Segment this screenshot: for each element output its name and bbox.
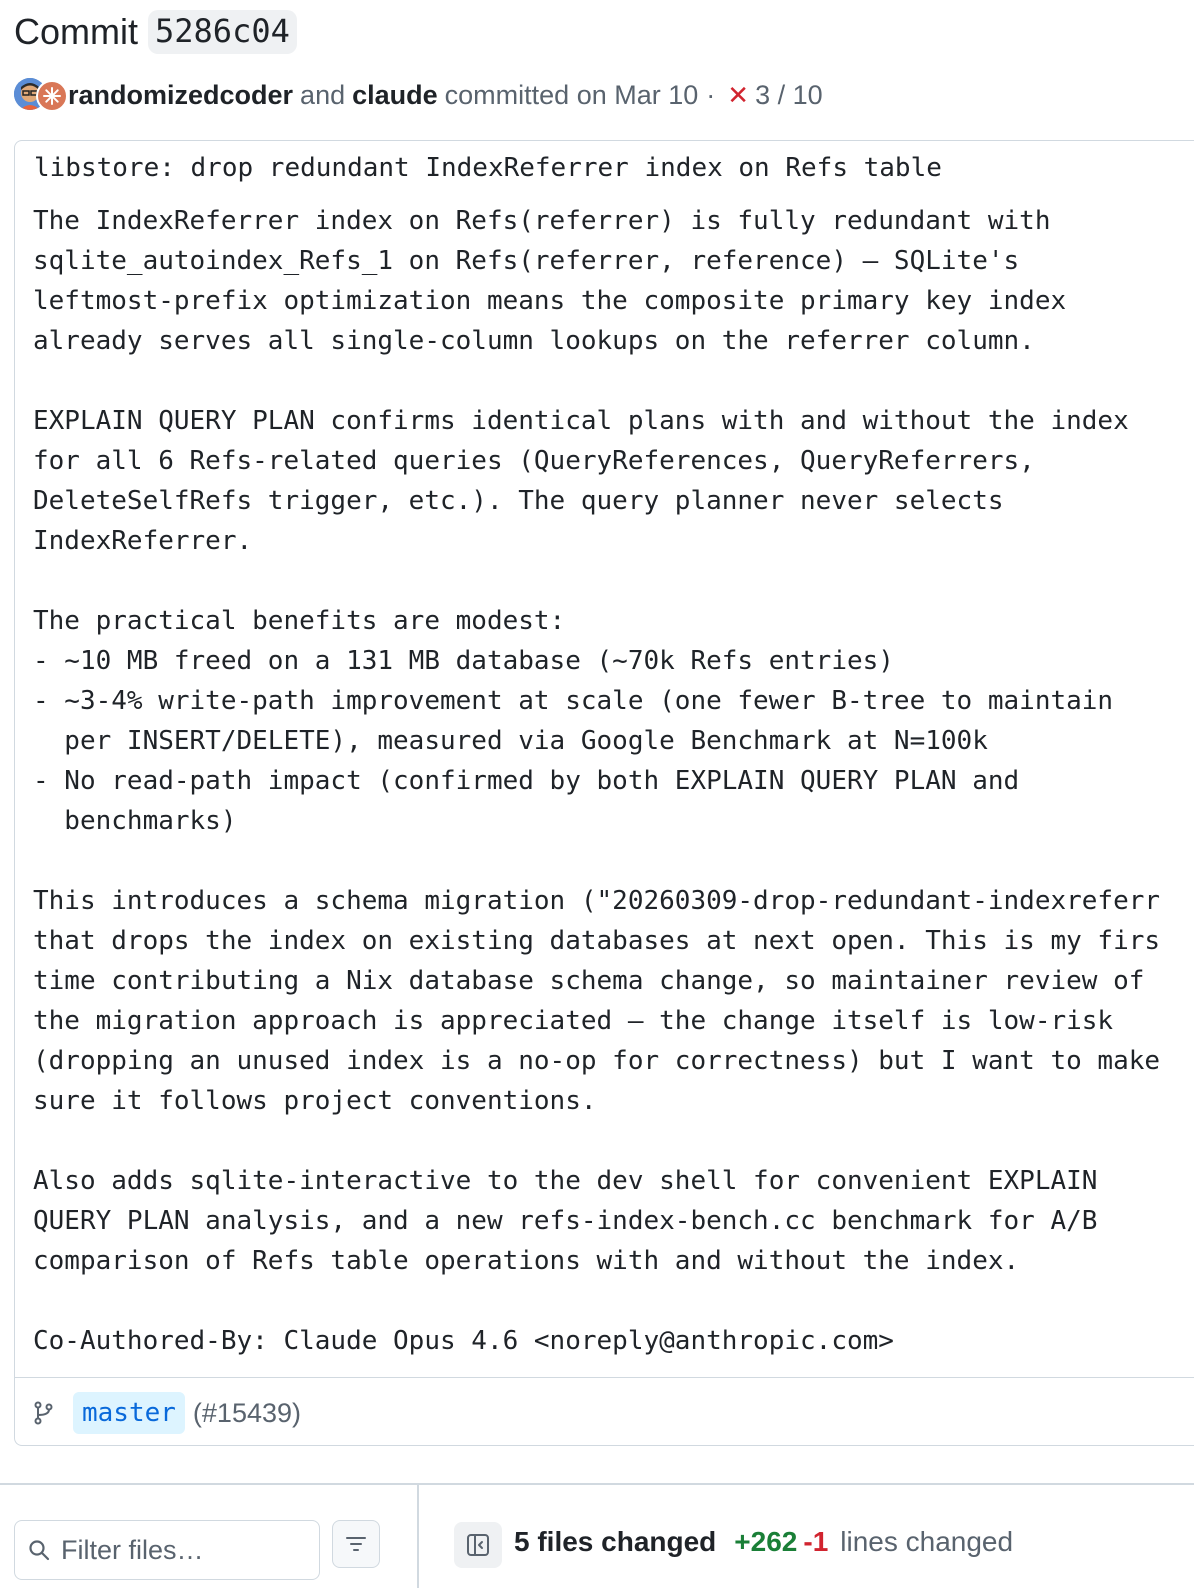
branch-footer — [15, 1377, 1194, 1446]
author-link[interactable]: randomizedcoder — [68, 79, 294, 110]
commit-meta — [14, 78, 823, 112]
deletions-count: -1 — [803, 1526, 829, 1557]
commit-message-title: libstore: drop redundant IndexReferrer index on Refs table — [34, 153, 942, 183]
claude-avatar-icon — [42, 86, 62, 106]
author-avatars — [14, 78, 62, 112]
checks-status[interactable] — [723, 80, 822, 111]
branch-label[interactable]: master — [73, 1392, 185, 1434]
files-changed-count: 5 files changed — [514, 1526, 717, 1557]
pull-request-link[interactable]: (#15439) — [192, 1397, 302, 1428]
checks-count: 3 / 10 — [755, 79, 823, 110]
avatar[interactable] — [36, 80, 68, 112]
coauthor-link[interactable]: claude — [352, 79, 438, 110]
commit-message-box — [14, 140, 1194, 1446]
section-divider — [0, 1483, 1194, 1485]
search-icon — [27, 1538, 51, 1562]
panel-divider[interactable] — [417, 1484, 419, 1588]
sidebar-toggle-button[interactable] — [454, 1522, 502, 1568]
filter-files-input[interactable] — [14, 1520, 320, 1580]
sidebar-toggle-icon — [465, 1532, 491, 1558]
committed-date: committed on Mar 10 — [444, 79, 699, 110]
lines-changed-label: lines changed — [840, 1526, 1014, 1557]
commit-message-body: The IndexReferrer index on Refs(referrer) is fully redundant with sqlite_autoindex_Refs_1 on Refs(referrer, reference) — SQLite's leftmost-prefix optimization means the composite primary key index already serves all single-column lookups on the referrer column. EXPLAIN QUERY PLAN confirms identical plans with and without the index for all 6 Refs-related queries (QueryReferences, QueryReferrers, DeleteSelfRefs trigger, etc.). The query planner never selects IndexReferrer. The practical benefits are modest: - ~10 MB freed on a 131 MB database (~70k Refs entries) - ~3-4% write-path improvement at scale (one fewer B-tree to maintain per INSERT/DELETE), measured via Google Benchmark at N=100k - No read-path impact (confirmed by both EXPLAIN QUERY PLAN and benchmarks) This introduces a schema migration ("20260309-drop-redundant-indexreferr that drops the index on existing databases at next open. This is my firs time contributing a Nix database schema change, so maintainer review of the migration approach is appreciated — the change itself is low-risk (dropping an unused index is a no-op for correctness) but I want to make sure it follows project conventions. Also adds sqlite-interactive to the dev shell for convenient EXPLAIN QUERY PLAN analysis, and a new refs-index-bench.cc benchmark for A/B comparison of Refs table operations with and without the index. Co-Authored-By: Claude Opus 4.6 <noreply@anthropic.com> — [33, 206, 1161, 1356]
x-icon: ✕ — [727, 79, 750, 110]
and-text: and — [300, 79, 346, 110]
commit-header — [14, 10, 297, 54]
git-branch-icon — [33, 1401, 55, 1425]
page-title: Commit — [14, 11, 138, 52]
filter-options-button[interactable] — [332, 1520, 380, 1568]
commit-sha[interactable]: 5286c04 — [148, 10, 297, 54]
filter-icon — [344, 1534, 368, 1554]
diff-summary — [514, 1526, 1013, 1558]
meta-separator: · — [706, 79, 716, 110]
additions-count: +262 — [734, 1526, 798, 1557]
filter-files-placeholder: Filter files… — [61, 1534, 204, 1565]
